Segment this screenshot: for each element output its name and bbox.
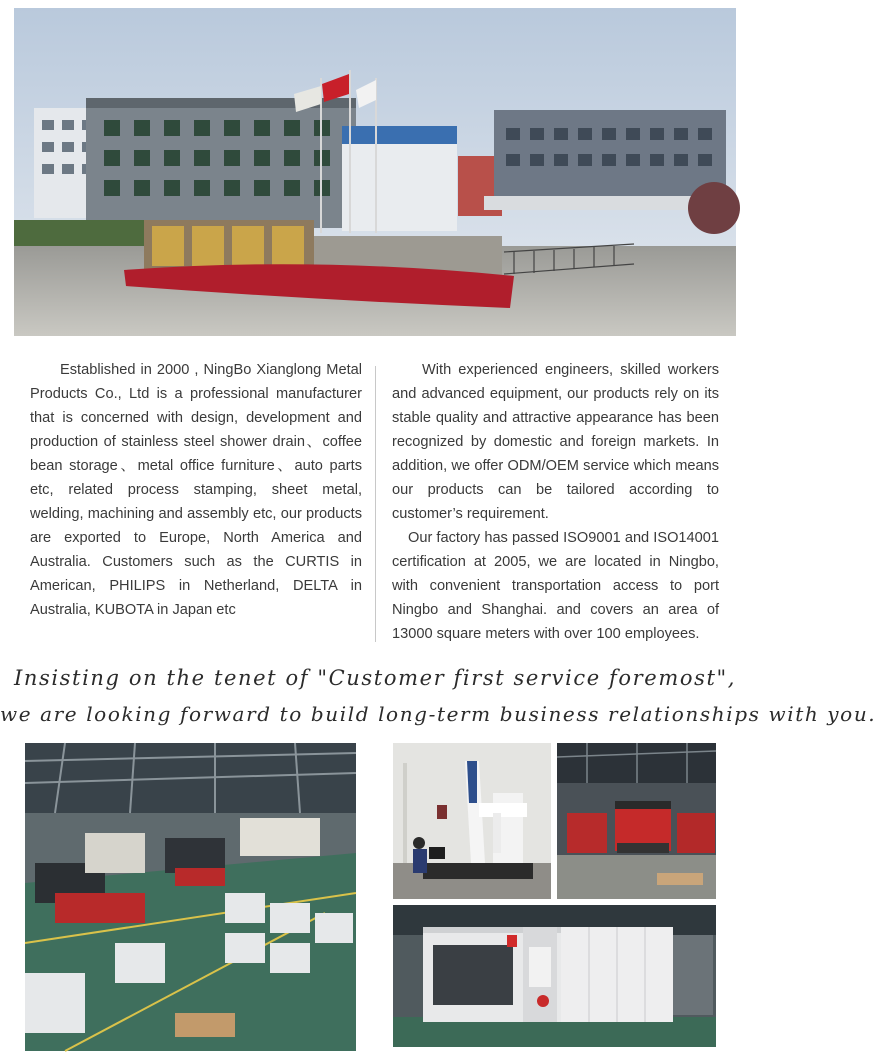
intro-left-column — [30, 358, 362, 622]
press-brake-photo — [557, 743, 716, 899]
laser-cutter-photo — [393, 905, 716, 1047]
measuring-machine-photo — [393, 743, 551, 899]
slogan-line-2: we are looking forward to build long-term business relationships with you. — [0, 702, 876, 726]
factory-building-photo — [14, 8, 736, 336]
intro-paragraph-certification: Our factory has passed ISO9001 and ISO14001 certification at 2005, we are located in Ningbo, with convenient transportation access to port Ningbo and Shanghai. and covers an area of 13000 square meters with over 100 employees. — [392, 530, 719, 642]
workshop-photo — [25, 743, 356, 1051]
intro-paragraph-engineering: With experienced engineers, skilled workers and advanced equipment, our products rely on its stable quality and attractive appearance has been recognized by domestic and foreign markets. In addition, we offer ODM/OEM service which means our products can be tailored according to customer’s requirement. — [392, 362, 719, 522]
intro-right-column — [392, 358, 719, 646]
column-divider — [375, 366, 376, 642]
slogan-line-1: Insisting on the tenet of "Customer first service foremost", — [13, 666, 737, 690]
intro-paragraph-company: Established in 2000 , NingBo Xianglong Metal Products Co., Ltd is a professional manufacturer that is concerned with design, development and production of stainless steel shower drain、coffee bean storage、metal office furniture、auto parts etc, related process stamping, sheet metal, welding, machining and assembly etc, our products are exported to Europe, North America and Australia. Customers such as the CURTIS in American, PHILIPS in Netherland, DELTA in Australia, KUBOTA in Japan etc — [30, 362, 362, 618]
